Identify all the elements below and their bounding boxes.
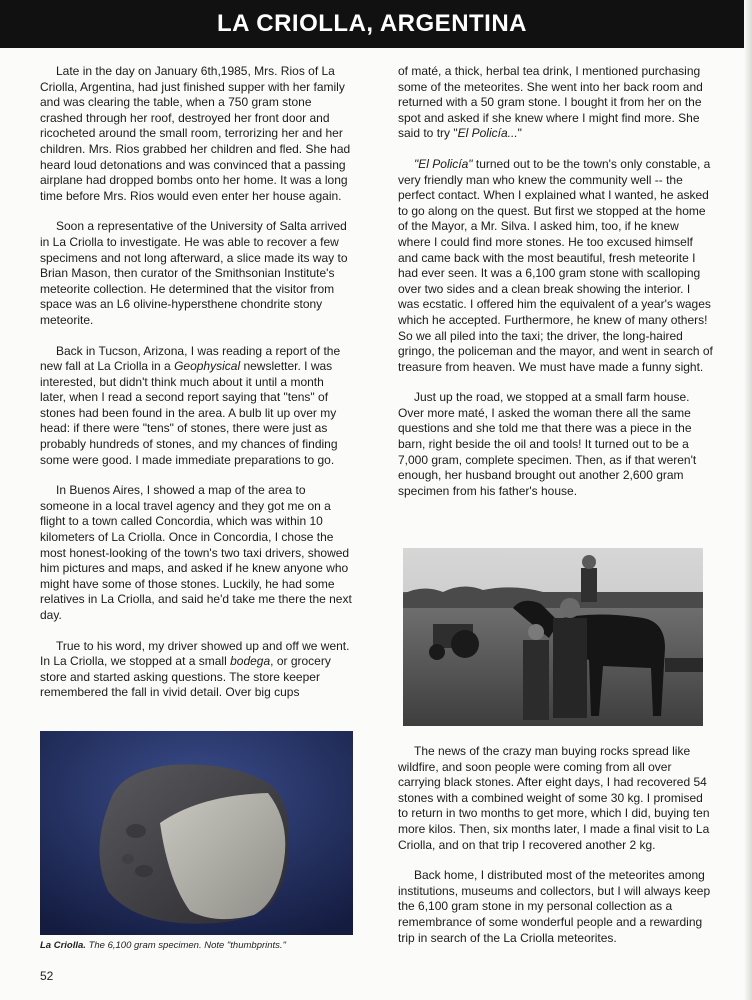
farm-photo <box>403 548 703 726</box>
right-column <box>398 64 714 514</box>
left-column <box>40 64 352 716</box>
page-header <box>0 0 744 48</box>
paragraph: True to his word, my driver showed up and off we went. In La Criolla, we stopped at a small bodega, or grocery store and started asking questions. The store keeper remembered the fall in vivid detail. Over big cups <box>40 638 350 700</box>
paragraph: Soon a representative of the University of Salta arrived in La Criolla to investigate. He was able to recover a few specimens and not long afterward, a slice made its way to Brian Mason, then curator of the Smithsonian Institute's meteorite collection. He determined that the visitor from space was an L6 olivine-hypersthene chondrite stony meteorite. <box>40 219 348 327</box>
page-edge-shadow <box>744 0 752 1000</box>
paragraph: Back in Tucson, Arizona, I was reading a report of the new fall at La Criolla in a Geophysical newsletter. I was interested, but didn't think much about it until a month later, when I read a second report saying that "tens" of stones had been found in the area. A bulb lit up over my head: if there were "tens" of stones, there were just as probably hundreds of stones, and my chances of finding some were good. I made immediate preparations to go. <box>40 343 341 467</box>
page-title: LA CRIOLLA, ARGENTINA <box>216 10 528 37</box>
paragraph: Back home, I distributed most of the meteorites among institutions, museums and collectors, but I will always keep the 6,100 gram stone in my personal collection as a remembrance of some wonderful people and a rewarding trip in search of the La Criolla meteorites. <box>398 868 711 945</box>
paragraph: of maté, a thick, herbal tea drink, I mentioned purchasing some of the meteorites. She went into her back room and returned with a 50 gram stone. I bought it from her on the spot and asked if she knew where I might find more. She said to try "El Policía..." <box>398 64 703 141</box>
paragraph: Just up the road, we stopped at a small farm house. Over more maté, I asked the woman there all the same questions and she told me that there was a piece in the barn, right beside the oil and tools! It turned out to be a 7,000 gram, complete specimen. Then, as if that weren't enough, her husband brought out another 2,600 gram specimen from his father's house. <box>398 390 697 498</box>
photo-caption: La Criolla. The 6,100 gram specimen. Note "thumbprints." <box>40 940 286 951</box>
paragraph: "El Policía" turned out to be the town's only constable, a very friendly man who knew the community well -- the perfect contact. When I explained what I wanted, he asked to go along on the quest. But first we stopped at the home of the Mayor, a Mr. Silva. I asked him, too, if he knew where I could find more stones. He too excused himself and came back with the most beautiful, fresh meteorite I had ever seen. It was a 6,100 gram stone with scalloping over two sides and a clean break showing the interior. I was ecstatic. I offered him the equivalent of a year's wages which he accepted. Furthermore, he knew of many others! So we all piled into the taxi; the driver, the long-haired gringo, the policeman and the mayor, and went in search of treasure from heaven. We must have made a funny sight. <box>398 156 713 374</box>
right-column-lower <box>398 744 714 961</box>
paragraph: Late in the day on January 6th,1985, Mrs. Rios of La Criolla, Argentina, had just finished supper with her family and was clearing the table, when a 750 gram stone crashed through her roof, destroyed her front door and ricocheted around the small room, terrorizing her and her children. Mrs. Rios grabbed her children and fled. She had heard loud detonations and was convinced that a passing airplane had dropped bombs onto her home. It was a long time before Mrs. Rios would even enter her house again. <box>40 64 351 203</box>
meteorite-photo <box>40 731 353 935</box>
paragraph: In Buenos Aires, I showed a map of the area to someone in a local travel agency and they got me on a flight to a town called Concordia, which was within 10 kilometers of La Criolla. Once in Concordia, I chose the most honest-looking of the town's two taxi drivers, showed him pictures and maps, and asked if he knew anyone who might have some of those stones. Luckily, he had some relatives in La Criolla, and said he'd take me there the next day. <box>40 483 352 622</box>
paragraph: The news of the crazy man buying rocks spread like wildfire, and soon people were coming from all over carrying black stones. After eight days, I had recovered 54 stones with a combined weight of some 30 kg. I promised to return in two months to get more, which I did, buying ten more kilos. Then, six months later, I made a final visit to La Criolla, and on that trip I recovered another 2 kg. <box>398 744 710 852</box>
page-number: 52 <box>40 969 54 983</box>
